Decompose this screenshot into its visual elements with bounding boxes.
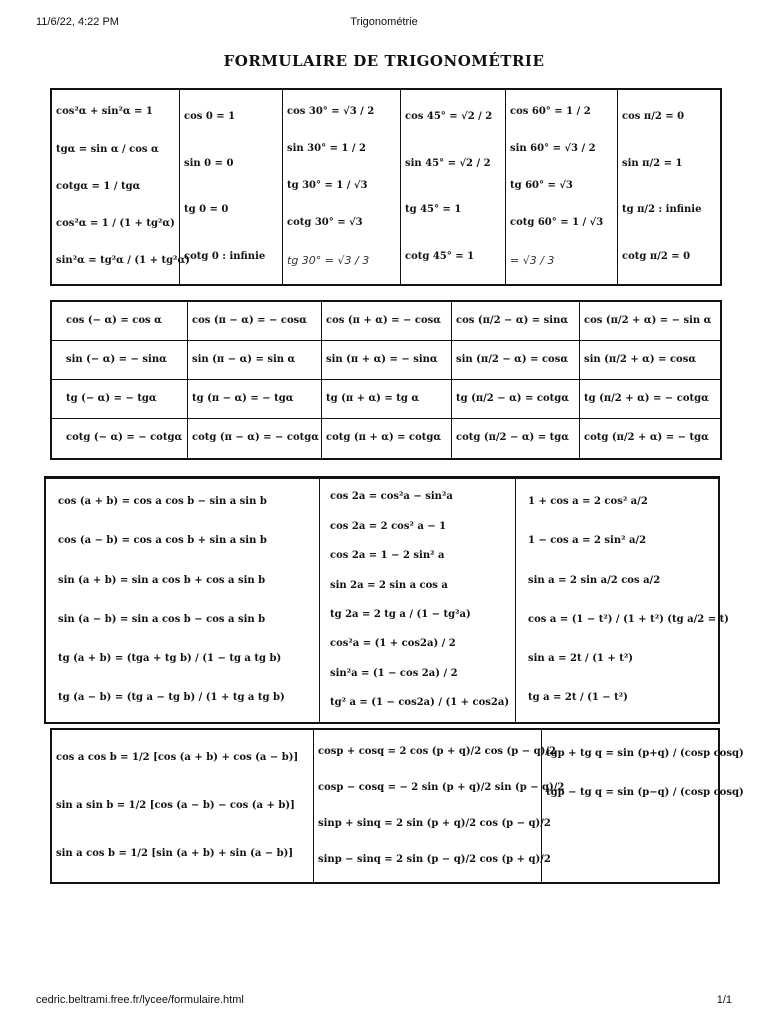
identities-column	[52, 90, 190, 284]
formula: cosp + cosq = 2 cos (p + q)/2 cos (p − q)/2	[318, 745, 556, 757]
formula: cos 30° = √3 / 2	[287, 106, 375, 118]
product-sum-table	[50, 728, 744, 884]
formula: cos (a + b) = cos a cos b − sin a sin b	[58, 496, 267, 508]
formula: cotg (π/2 + α) = − tgα	[584, 432, 709, 444]
formula: 1 + cos a = 2 cos² a/2	[528, 496, 648, 508]
formula: cos π/2 = 0	[622, 111, 685, 122]
formula: tg 0 = 0	[184, 204, 229, 215]
print-header	[0, 0, 768, 40]
formula: cotg (− α) = − cotgα	[52, 419, 188, 458]
formula: tgp + tg q = sin (p+q) / (cosp cosq)	[546, 748, 744, 759]
formula: cotg 60° = 1 / √3	[510, 217, 604, 229]
formula: tgα = sin α / cos α	[56, 143, 159, 155]
formula: sin a = 2t / (1 + t²)	[528, 652, 633, 664]
table-row	[52, 341, 720, 380]
formula: cotg (π + α) = cotgα	[322, 419, 452, 458]
formula: tg (π/2 + α) = − cotgα	[584, 392, 709, 404]
formula: sin (π − α) = sin α	[188, 341, 322, 379]
handwritten-note: tg 30° = √3 / 3	[287, 253, 370, 267]
formula: sin a = 2 sin a/2 cos a/2	[528, 574, 661, 586]
formula: tg π/2 : infinie	[622, 204, 702, 215]
formula: tg 2a = 2 tg a / (1 − tg²a)	[330, 608, 471, 620]
print-page-title: Trigonométrie	[350, 16, 418, 28]
formula: sin a cos b = 1/2 [sin (a + b) + sin (a − b)]	[56, 847, 294, 859]
associated-angles-table	[50, 300, 722, 460]
double-angle-column	[320, 479, 516, 722]
half-angle-column	[516, 479, 729, 722]
formula: 1 − cos a = 2 sin² a/2	[528, 535, 647, 547]
formula: cos (− α) = cos α	[52, 302, 188, 340]
formula: sin (π/2 − α) = cosα	[452, 341, 580, 379]
formula: cos (π − α) = − cosα	[188, 302, 322, 340]
formula: tg² a = (1 − cos2a) / (1 + cos2a)	[330, 697, 510, 709]
formula: tg 45° = 1	[405, 204, 462, 215]
formula: cos²α + sin²α = 1	[56, 106, 153, 118]
print-datetime: 11/6/22, 4:22 PM	[36, 16, 119, 28]
formula: cotg (π − α) = − cotgα	[188, 419, 322, 458]
formula: cos (π/2 − α) = sinα	[452, 302, 580, 340]
formula: tgp − tg q = sin (p−q) / (cosp cosq)	[546, 786, 744, 798]
formula: sin 2a = 2 sin a cos a	[330, 579, 448, 591]
formula: sin (a + b) = sin a cos b + cos a sin b	[58, 574, 266, 586]
angle-pi-over-2-column	[618, 90, 720, 284]
formula: tg (π − α) = − tgα	[188, 380, 322, 418]
sum-to-product-column	[314, 730, 565, 882]
angle-60-column	[506, 90, 618, 284]
formula: sin 30° = 1 / 2	[287, 143, 366, 155]
formula: cotg 30° = √3	[287, 217, 363, 229]
formula: cos 0 = 1	[184, 111, 236, 122]
formula: tg a = 2t / (1 − t²)	[528, 692, 628, 704]
formula: cos²α = 1 / (1 + tg²α)	[56, 217, 175, 229]
print-url: cedric.beltrami.free.fr/lycee/formulaire.html	[36, 994, 244, 1006]
angle-0-column	[180, 90, 283, 284]
basic-values-table	[50, 88, 722, 286]
formula: sin (π/2 + α) = cosα	[584, 353, 697, 365]
formula: sin (− α) = − sinα	[52, 341, 188, 379]
formula: cos 45° = √2 / 2	[405, 111, 493, 122]
formula: cos a cos b = 1/2 [cos (a + b) + cos (a − b)]	[56, 751, 299, 763]
addition-formulas-table	[44, 476, 729, 724]
formula: tg 30° = 1 / √3	[287, 180, 368, 192]
formula: cos (a − b) = cos a cos b + sin a sin b	[58, 535, 267, 547]
angle-30-column	[283, 90, 401, 284]
formula: cos 2a = 1 − 2 sin² a	[330, 550, 445, 562]
formula: tg (a + b) = (tga + tg b) / (1 − tg a tg b)	[58, 652, 282, 664]
formula: sin 0 = 0	[184, 157, 234, 169]
formula: sin 60° = √3 / 2	[510, 143, 596, 155]
formula: tg (π/2 − α) = cotgα	[452, 380, 580, 418]
formula: cos²a = (1 + cos2a) / 2	[330, 638, 456, 650]
tangent-sum-column	[542, 730, 744, 882]
formula: cotg (π/2 − α) = tgα	[452, 419, 580, 458]
formula: cos (π/2 + α) = − sin α	[584, 314, 712, 326]
formula: sinp + sinq = 2 sin (p + q)/2 cos (p − q)/2	[318, 817, 551, 829]
formula: cotg π/2 = 0	[622, 250, 691, 262]
formula: cotgα = 1 / tgα	[56, 180, 141, 192]
formula: tg (− α) = − tgα	[52, 380, 188, 418]
document-title: FORMULAIRE DE TRIGONOMÉTRIE	[223, 52, 545, 70]
formula: sin 45° = √2 / 2	[405, 157, 491, 169]
formula: sin²a = (1 − cos 2a) / 2	[330, 667, 458, 679]
formula: sin π/2 = 1	[622, 157, 683, 169]
formula: cotg 0 : infinie	[184, 250, 266, 262]
formula: sin (π + α) = − sinα	[322, 341, 452, 379]
angle-45-column	[401, 90, 506, 284]
table-row	[52, 302, 720, 341]
formula: cotg 45° = 1	[405, 250, 475, 262]
formula: cos 2a = 2 cos² a − 1	[330, 520, 447, 532]
product-to-sum-column	[52, 730, 314, 882]
formula: cos 60° = 1 / 2	[510, 106, 591, 118]
print-page-number: 1/1	[716, 994, 732, 1006]
formula: sin²α = tg²α / (1 + tg²α)	[56, 255, 190, 267]
addition-column	[46, 479, 320, 722]
formula: tg 60° = √3	[510, 180, 573, 192]
formula: sin (a − b) = sin a cos b − cos a sin b	[58, 613, 266, 625]
handwritten-note: = √3 / 3	[510, 253, 555, 267]
formula: tg (π + α) = tg α	[322, 380, 452, 418]
formula: sin a sin b = 1/2 [cos (a − b) − cos (a + b)]	[56, 799, 295, 811]
formula: sinp − sinq = 2 sin (p − q)/2 cos (p + q)/2	[318, 853, 551, 865]
formula: cos 2a = cos²a − sin²a	[330, 491, 453, 503]
formula: tg (a − b) = (tg a − tg b) / (1 + tg a tg b)	[58, 692, 285, 704]
formula: cosp − cosq = − 2 sin (p + q)/2 sin (p − q)/2	[318, 781, 565, 793]
table-row	[52, 419, 720, 458]
formula: cos a = (1 − t²) / (1 + t²) (tg a/2 = t)	[528, 613, 729, 625]
formula: cos (π + α) = − cosα	[322, 302, 452, 340]
table-row	[52, 380, 720, 419]
